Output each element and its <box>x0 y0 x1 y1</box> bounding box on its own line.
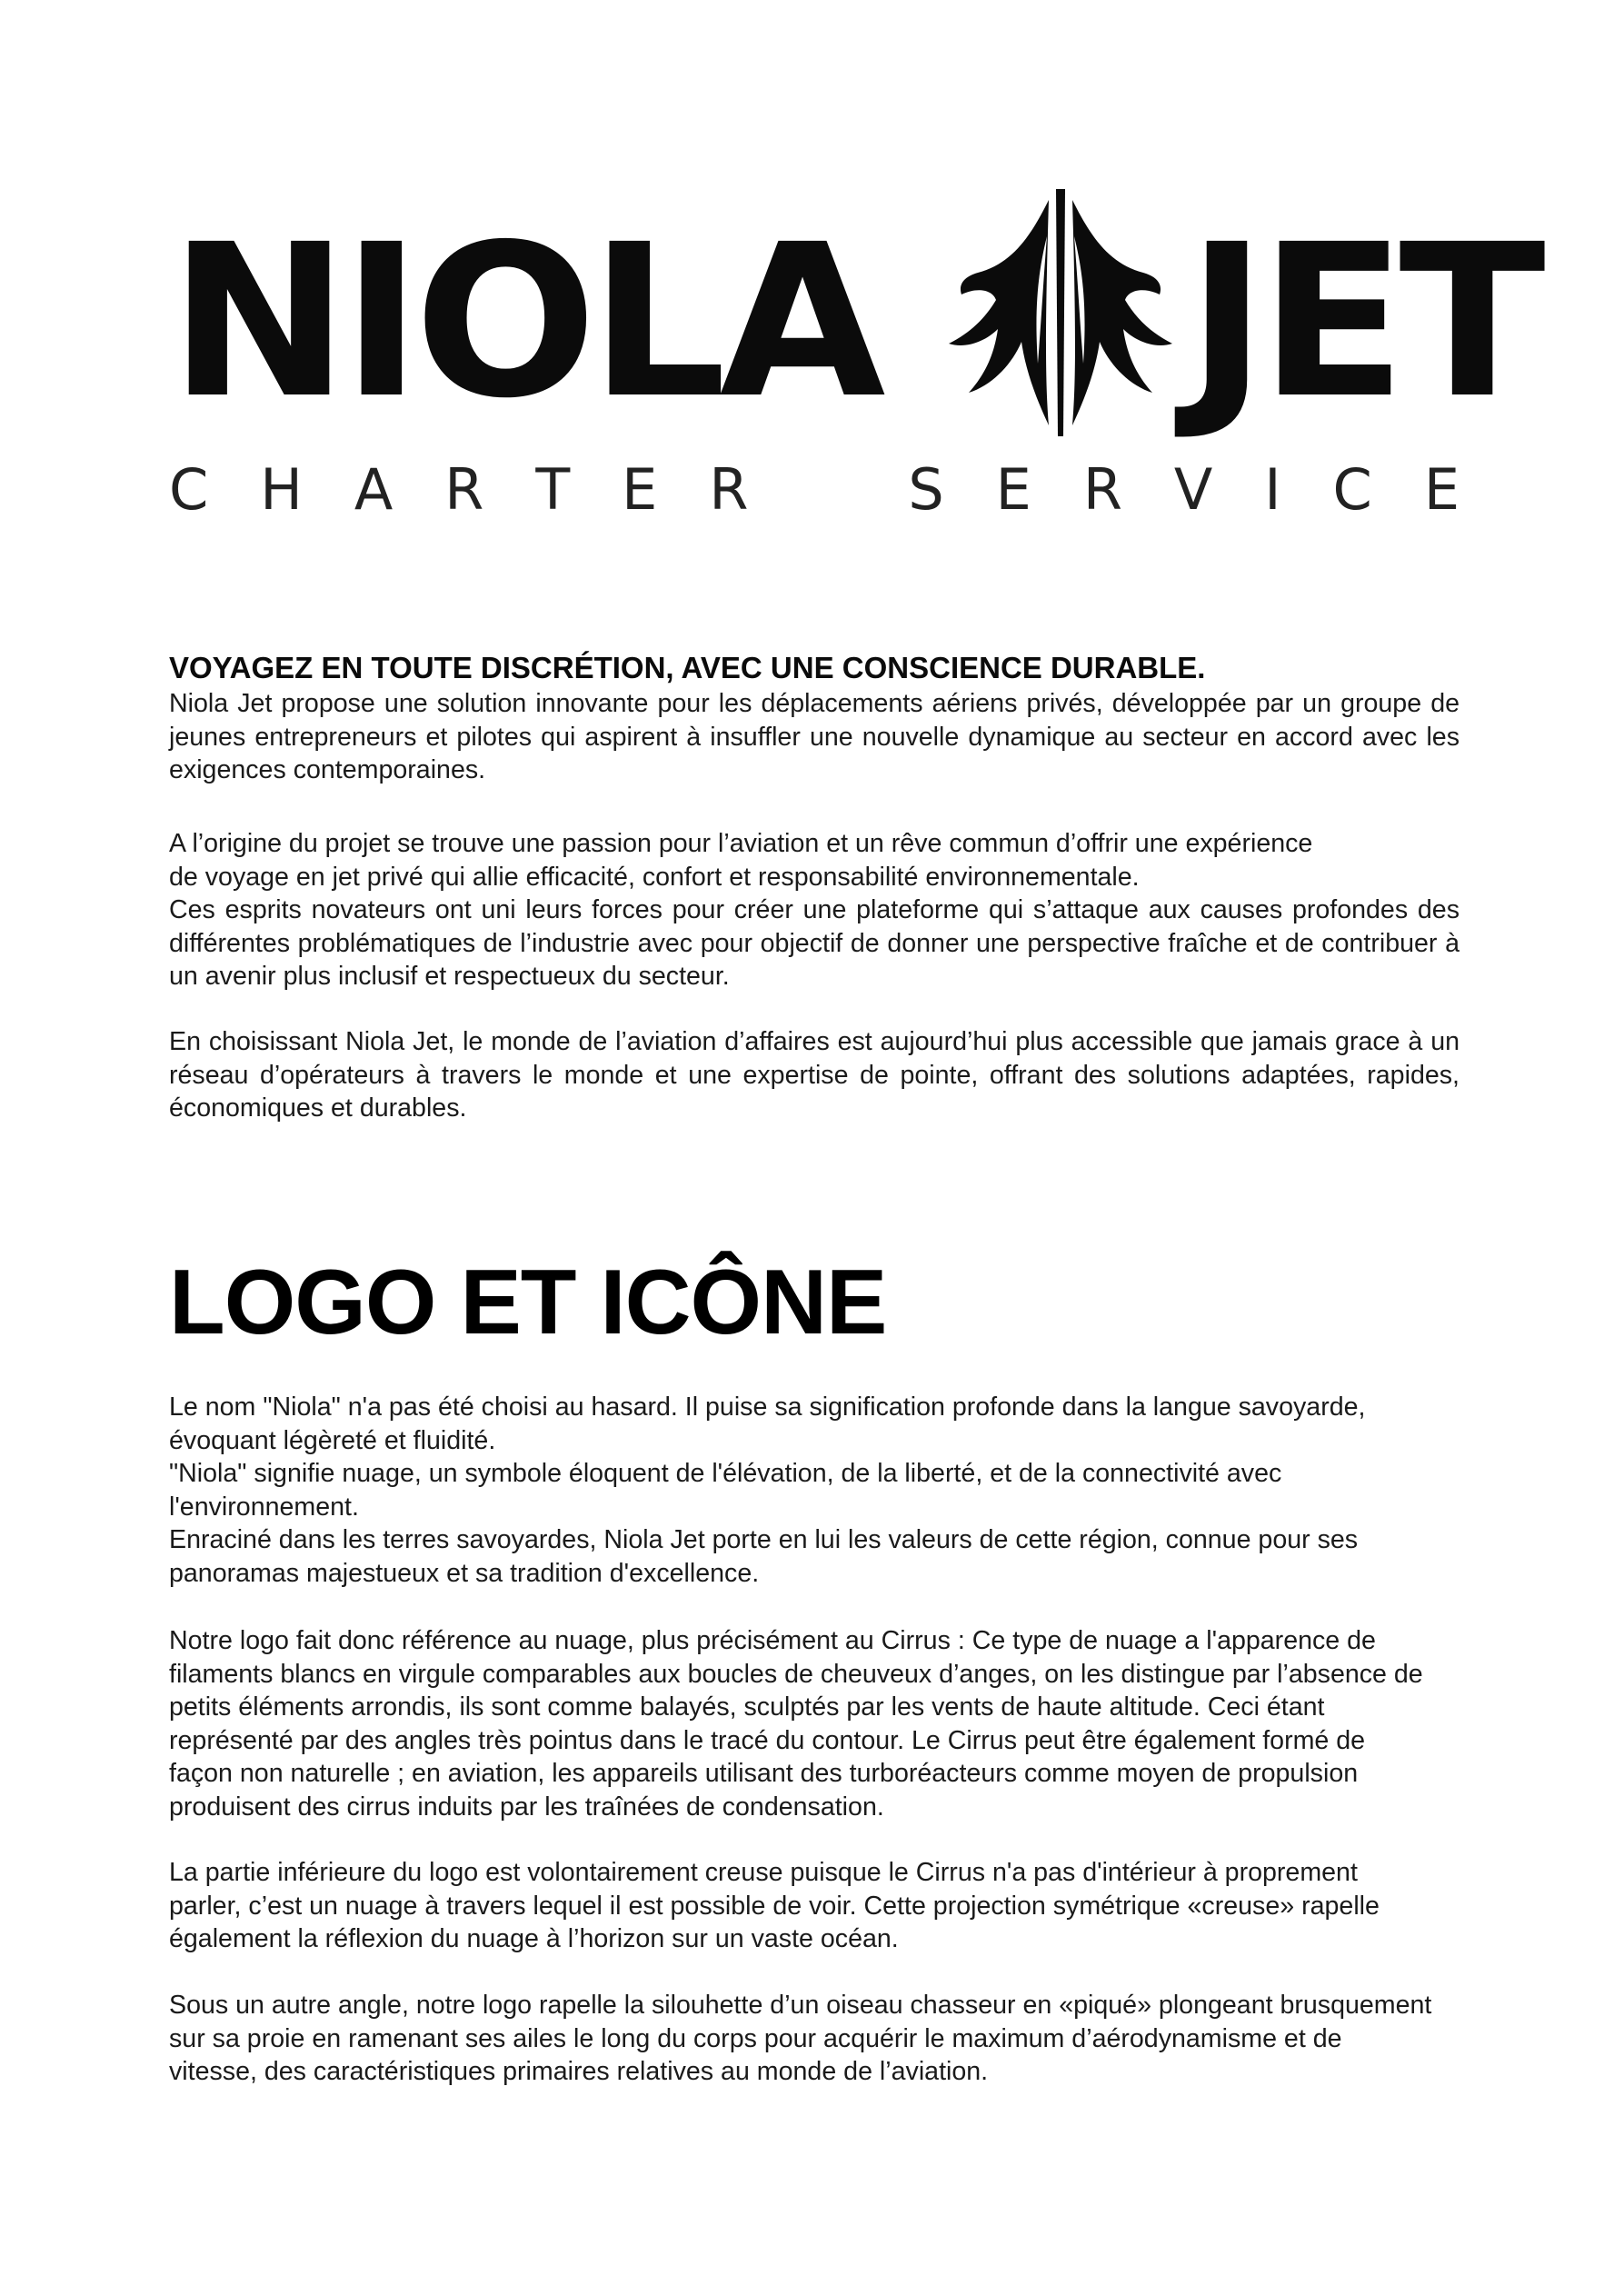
tagline-letter: R <box>444 456 484 523</box>
paragraph-line: Le nom "Niola" n'a pas été choisi au hasard. Il puise sa signification profonde dans la langue savoyarde, <box>169 1393 1366 1422</box>
tagline-letter: A <box>354 456 394 523</box>
logo-text-niola: NIOLA <box>169 199 879 444</box>
logo-section-paragraph-2 <box>169 1624 1460 1823</box>
paragraph-line: La partie inférieure du logo est volontairement creuse puisque le Cirrus n'a pas d'intérieur à proprement <box>169 1858 1358 1887</box>
paragraph-line: façon non naturelle ; en aviation, les appareils utilisant des turboréacteurs comme moyen de propulsion <box>169 1759 1359 1788</box>
paragraph-line: Sous un autre angle, notre logo rapelle la silouhette d’un oiseau chasseur en «piqué» plongeant brusquement <box>169 1991 1432 2020</box>
intro-paragraph-2-line: A l’origine du projet se trouve une passion pour l’aviation et un rêve commun d’offrir une expérience <box>169 829 1313 858</box>
logo-word-jet <box>1187 199 1539 444</box>
tagline-letter: E <box>622 456 658 523</box>
intro-paragraph-1: Niola Jet propose une solution innovante pour les déplacements aériens privés, développée par un groupe de jeunes entrepreneurs et pilotes qui aspirent à insuffler une nouvelle dynamique au secteur en accord avec les exigences contemporaines. <box>169 689 1460 784</box>
logo-tagline-charter-service <box>169 456 1460 523</box>
paragraph-line: Enraciné dans les terres savoyardes, Niola Jet porte en lui les valeurs de cette région, connue pour ses <box>169 1525 1359 1554</box>
paragraph-line: produisent des cirrus induits par les traînées de condensation. <box>169 1792 884 1822</box>
paragraph-line: panoramas majestueux et sa tradition d'excellence. <box>169 1558 760 1588</box>
tagline-letter: S <box>908 456 944 523</box>
tagline-letter: I <box>1264 456 1281 523</box>
paragraph-line: filaments blancs en virgule comparables aux boucles de cheuveux d’anges, on les distingue par l’absence de <box>169 1659 1423 1689</box>
logo-text-jet: JET <box>1187 199 1539 444</box>
paragraph-line: également la réflexion du nuage à l’horizon sur un vaste océan. <box>169 1924 899 1953</box>
intro-paragraph-2-rest: Ces esprits novateurs ont uni leurs forces pour créer une plateforme qui s’attaque aux causes profondes des différentes problématiques de l’industrie avec pour objectif de donner une perspective fraîche et de contribuer à un avenir plus inclusif et respectueux du secteur. <box>169 895 1460 991</box>
paragraph-line: petits éléments arrondis, ils sont comme balayés, sculptés par les vents de haute altitude. Ceci étant <box>169 1692 1325 1722</box>
tagline-letter: H <box>260 456 303 523</box>
tagline-letter: C <box>169 456 209 523</box>
niola-jet-logo <box>169 182 1539 527</box>
tagline-letter: T <box>535 456 571 523</box>
tagline-letter: C <box>1332 456 1372 523</box>
logo-word-niola <box>169 199 879 444</box>
logo-section-paragraph-1 <box>169 1391 1460 1590</box>
paragraph-line: Notre logo fait donc référence au nuage, plus précisément au Cirrus : Ce type de nuage a l'apparence de <box>169 1626 1376 1655</box>
logo-section-paragraph-4 <box>169 1989 1460 2089</box>
logo-section-paragraph-3 <box>169 1856 1460 1956</box>
intro-heading: VOYAGEZ EN TOUTE DISCRÉTION, AVEC UNE CONSCIENCE DURABLE. <box>169 651 1206 684</box>
paragraph-line: sur sa proie en ramenant ses ailes le long du corps pour acquérir le maximum d’aérodynamisme et de <box>169 2023 1342 2053</box>
tagline-letter: E <box>995 456 1031 523</box>
tagline-letter: V <box>1173 456 1213 523</box>
intro-paragraph-3: En choisissant Niola Jet, le monde de l’aviation d’affaires est aujourd’hui plus accessible que jamais grace à un réseau d’opérateurs à travers le monde et une expertise de pointe, offrant des solutions adaptées, rapides, économiques et durables. <box>169 1027 1460 1123</box>
tagline-letter: E <box>1423 456 1460 523</box>
tagline-letter: R <box>1082 456 1122 523</box>
paragraph-line: l'environnement. <box>169 1492 359 1522</box>
intro-paragraph-2-line: de voyage en jet privé qui allie efficacité, confort et responsabilité environnementale. <box>169 862 1140 892</box>
paragraph-line: "Niola" signifie nuage, un symbole éloquent de l'élévation, de la liberté, et de la connectivité avec <box>169 1459 1282 1488</box>
intro-paragraph-2 <box>169 827 1460 993</box>
cirrus-cloud-jet-emblem-icon <box>922 182 1200 438</box>
paragraph-line: vitesse, des caractéristiques primaires relatives au monde de l’aviation. <box>169 2057 989 2086</box>
tagline-letter: R <box>709 456 749 523</box>
paragraph-line: évoquant légèreté et fluidité. <box>169 1425 496 1455</box>
logo-section-heading: LOGO ET ICÔNE <box>169 1252 887 1353</box>
tagline-word-gap <box>800 462 856 518</box>
paragraph-line: représenté par des angles très pointus dans le tracé du contour. Le Cirrus peut être également formé de <box>169 1725 1366 1755</box>
paragraph-line: parler, c’est un nuage à travers lequel il est possible de voir. Cette projection symétrique «creuse» rapelle <box>169 1891 1380 1921</box>
